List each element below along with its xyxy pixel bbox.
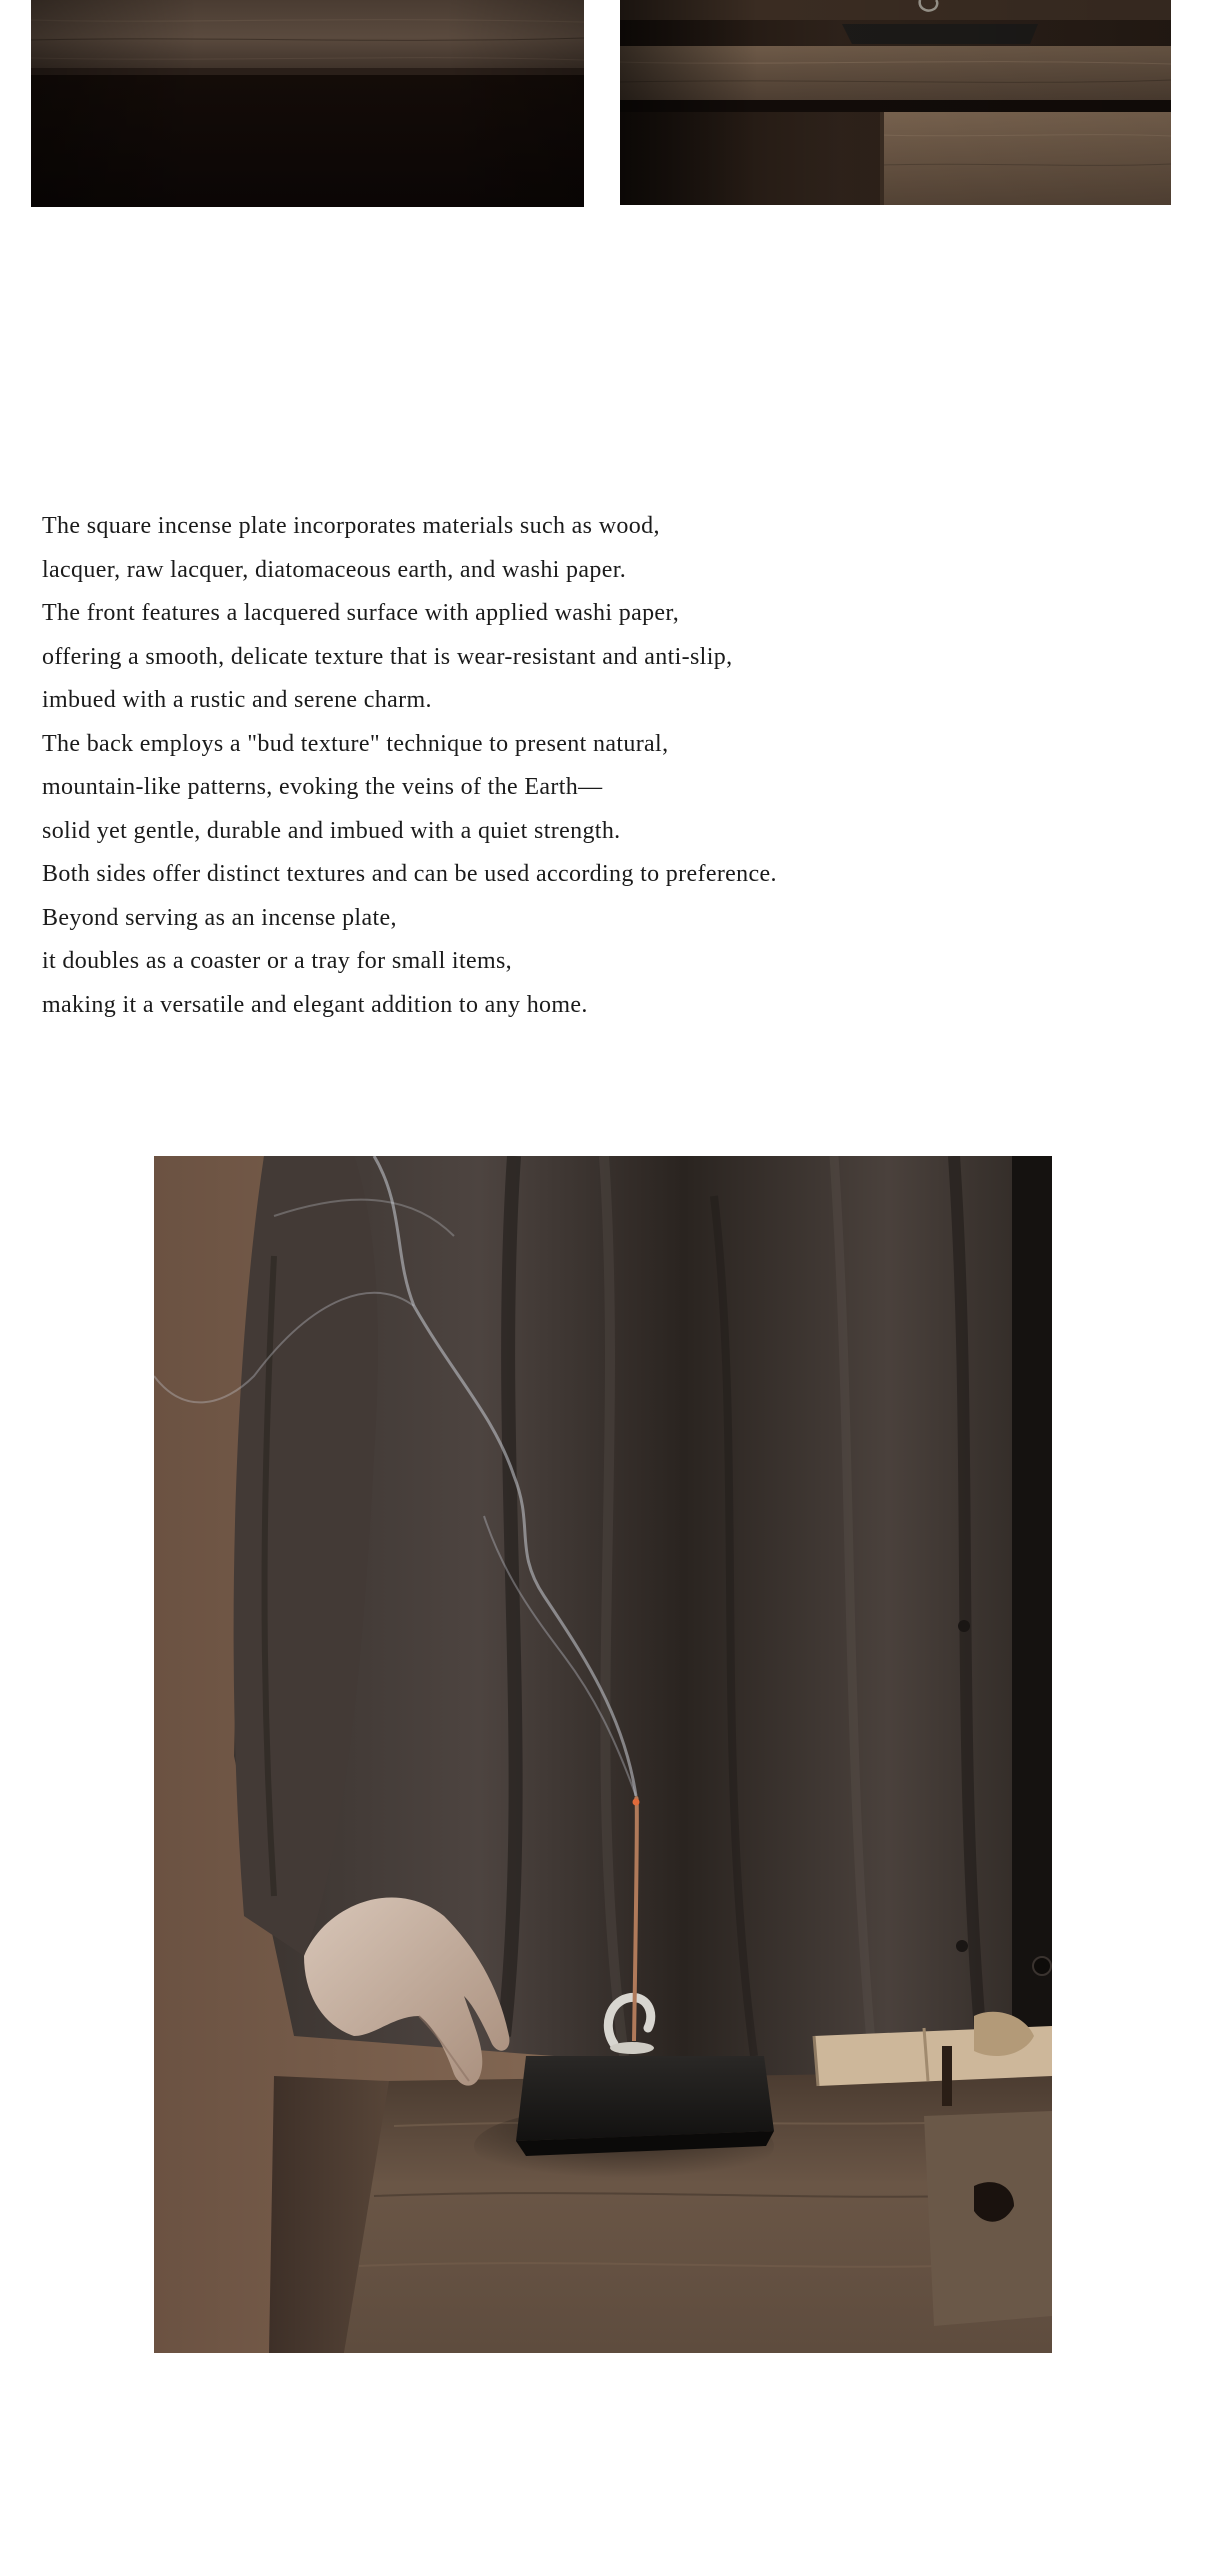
description-line: making it a versatile and elegant addition to any home. [42,991,588,1018]
main-photo [154,1156,1052,2353]
description-line: The back employs a "bud texture" technique to present natural, [42,730,669,757]
description-line: The square incense plate incorporates materials such as wood, [42,513,660,539]
top-left-photo [31,0,584,207]
description-line: it doubles as a coaster or a tray for small items, [42,948,513,974]
incense-scene-image [154,1156,1052,2353]
description-line: The front features a lacquered surface with applied washi paper, [42,600,680,626]
description-line: imbued with a rustic and serene charm. [42,687,432,713]
shelf-incense-image [620,0,1171,205]
description-line: Beyond serving as an incense plate, [42,904,397,931]
description-line: mountain-like patterns, evoking the veins of the Earth— [42,774,603,800]
shelf-dark-image [31,0,584,207]
top-right-photo [620,0,1171,205]
description-line: solid yet gentle, durable and imbued with a quiet strength. [42,817,621,844]
product-description [42,505,942,1027]
description-line: Both sides offer distinct textures and can be used according to preference. [42,861,777,887]
description-line: lacquer, raw lacquer, diatomaceous earth, and washi paper. [42,556,627,583]
description-line: offering a smooth, delicate texture that is wear-resistant and anti-slip, [42,643,733,670]
